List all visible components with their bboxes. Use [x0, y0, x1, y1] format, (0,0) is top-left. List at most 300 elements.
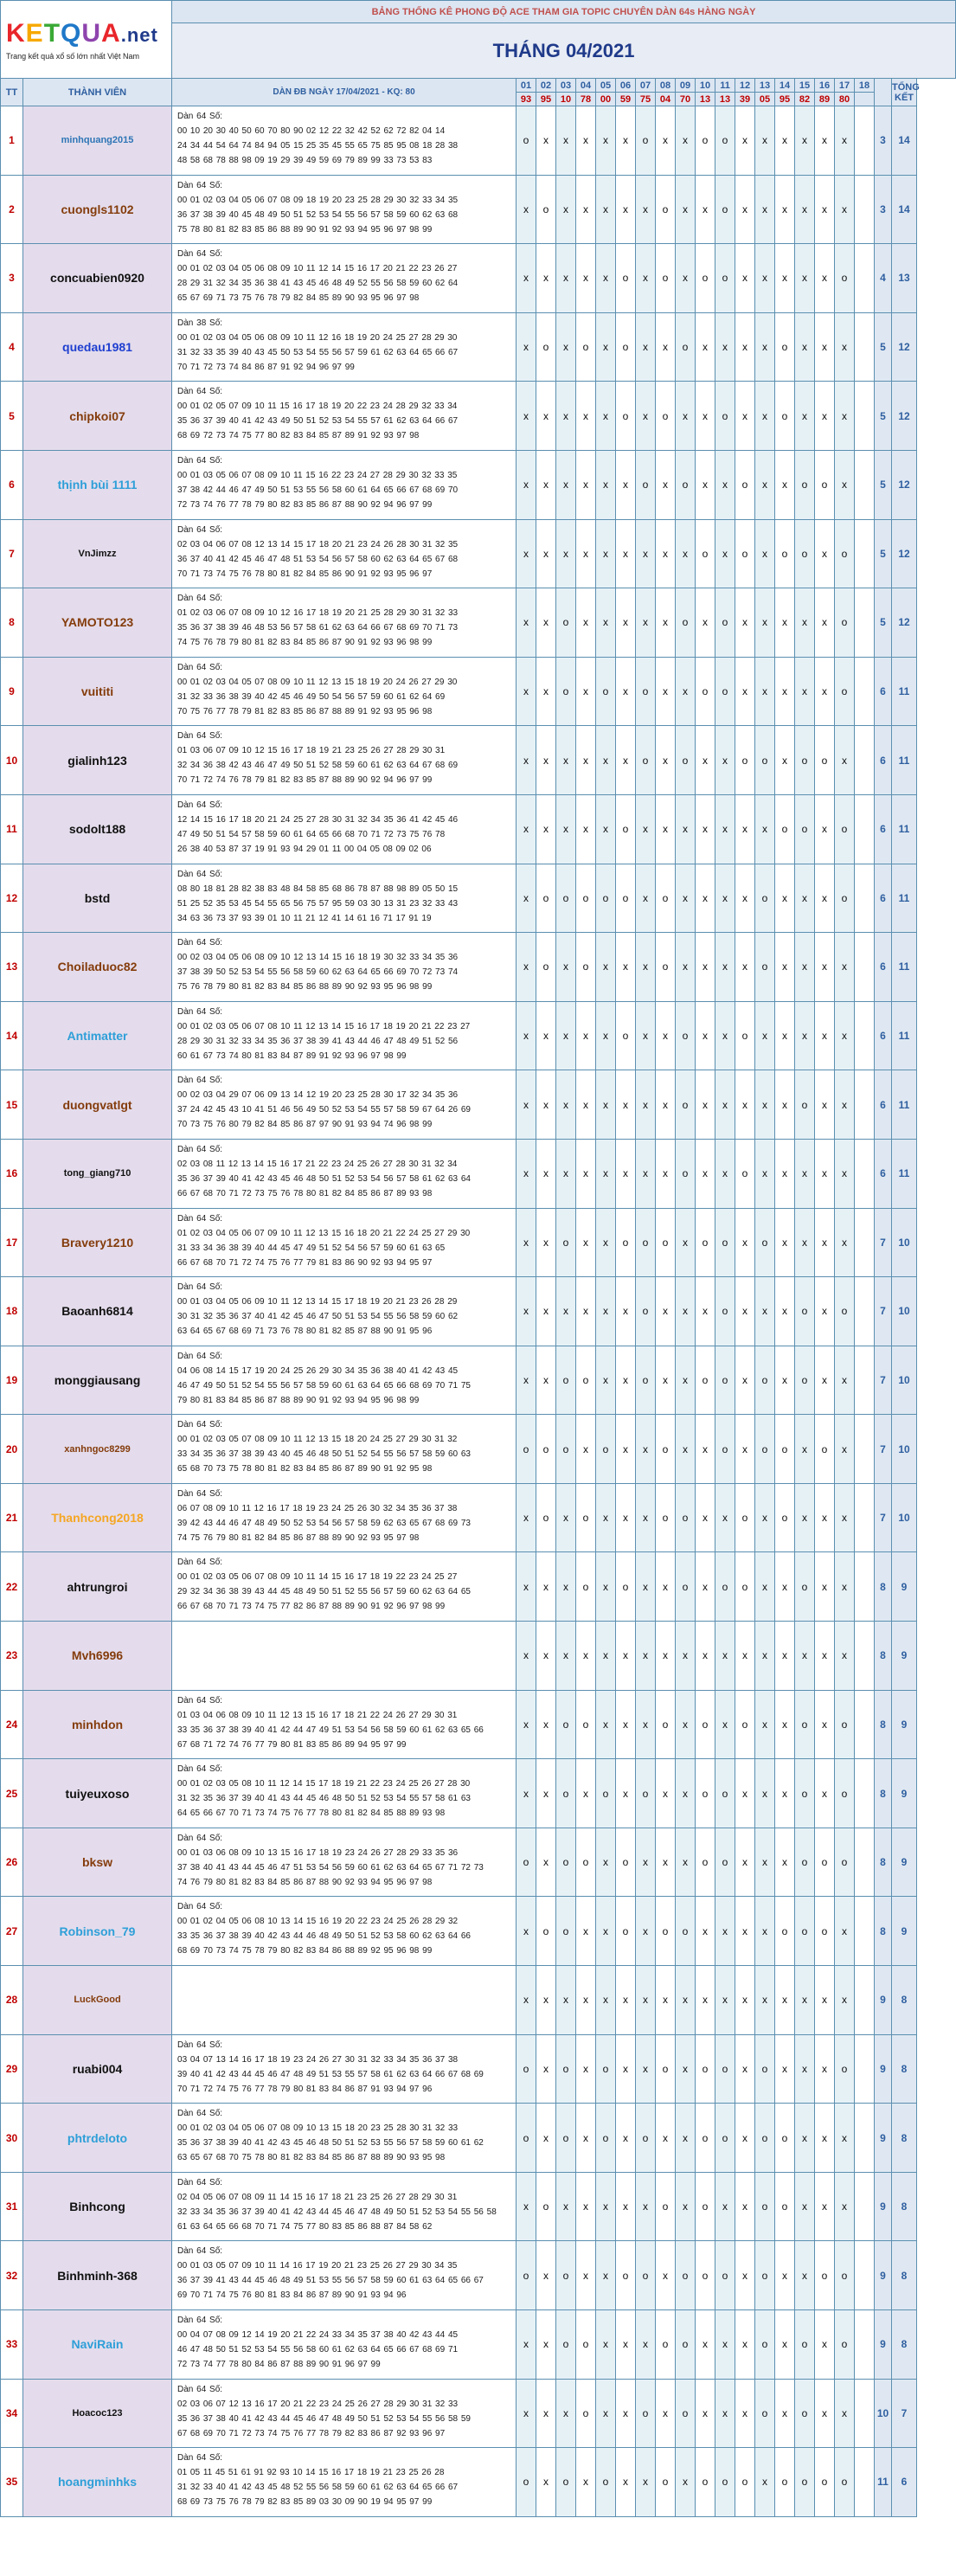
day-mark-06: o	[616, 794, 636, 864]
hit-count: 10	[892, 1415, 917, 1484]
day-mark-10: x	[696, 588, 715, 658]
member-row	[1, 175, 956, 244]
member-name[interactable]: sodolt188	[23, 794, 172, 864]
combo-numbers	[172, 1001, 516, 1070]
combo-numbers	[172, 382, 516, 451]
combo-line: 65 67 69 71 73 75 76 78 79 82 84 85 89 90 93 95 96 97 98	[177, 293, 420, 304]
day-mark-13: x	[755, 519, 775, 588]
day-mark-15: x	[795, 1001, 815, 1070]
day-mark-08: o	[656, 382, 676, 451]
day-mark-07: x	[636, 1552, 656, 1622]
day-mark-17: x	[835, 1346, 855, 1415]
day-mark-08: o	[656, 244, 676, 313]
day-mark-10: o	[696, 106, 715, 176]
combo-line: 70 71 72 74 76 78 79 81 82 83 85 87 88 89 90 92 94 96 97 99	[177, 775, 433, 786]
member-name[interactable]: ruabi004	[23, 2034, 172, 2104]
day-mark-04: o	[576, 1346, 596, 1415]
day-mark-06: x	[616, 450, 636, 519]
hit-count: 14	[892, 175, 917, 244]
day-mark-05: x	[596, 588, 616, 658]
day-mark-12: o	[735, 726, 755, 795]
day-mark-17: x	[835, 2104, 855, 2173]
member-name[interactable]: Robinson_79	[23, 1897, 172, 1966]
day-mark-03: x	[556, 382, 576, 451]
day-mark-07: o	[636, 106, 656, 176]
day-mark-14: x	[775, 1690, 795, 1759]
member-name[interactable]: Choiladuoc82	[23, 933, 172, 1002]
day-mark-08: x	[656, 2104, 676, 2173]
day-result-04: 78	[576, 93, 596, 106]
member-name[interactable]: minhdon	[23, 1690, 172, 1759]
day-mark-18	[855, 1622, 875, 1691]
member-name[interactable]: monggiausang	[23, 1346, 172, 1415]
day-mark-17: x	[835, 1552, 855, 1622]
day-mark-13: o	[755, 2104, 775, 2173]
day-mark-16: o	[815, 450, 835, 519]
day-mark-18	[855, 588, 875, 658]
day-mark-14: o	[775, 2172, 795, 2241]
miss-count: 8	[875, 1690, 892, 1759]
day-mark-07: x	[636, 175, 656, 244]
day-mark-09: x	[676, 106, 696, 176]
day-mark-04: x	[576, 2448, 596, 2517]
day-mark-15: o	[795, 1897, 815, 1966]
day-mark-02: x	[536, 1070, 556, 1140]
day-header-13: 13	[755, 79, 775, 93]
day-mark-15: x	[795, 1415, 815, 1484]
day-mark-08: o	[656, 2448, 676, 2517]
day-mark-05: x	[596, 1277, 616, 1346]
day-mark-08: x	[656, 1759, 676, 1828]
day-mark-09: x	[676, 2172, 696, 2241]
member-name[interactable]: YAMOTO123	[23, 588, 172, 658]
combo-numbers	[172, 1483, 516, 1552]
day-mark-02: o	[536, 933, 556, 1002]
day-mark-01: x	[516, 2310, 536, 2380]
logo-tagline: Trang kết quả xổ số lớn nhất Việt Nam	[6, 51, 139, 61]
day-mark-09: o	[676, 1070, 696, 1140]
day-mark-15: x	[795, 864, 815, 933]
day-mark-05: x	[596, 450, 616, 519]
day-mark-13: o	[755, 2379, 775, 2448]
day-mark-12: x	[735, 2172, 755, 2241]
day-mark-02: x	[536, 106, 556, 176]
col-header-member: THÀNH VIÊN	[23, 79, 172, 106]
day-mark-16: o	[815, 1828, 835, 1897]
combo-line: 33 34 35 36 37 38 39 43 40 45 46 48 50 51 52 54 55 56 57 58 59 60 63	[177, 1449, 471, 1460]
member-name[interactable]: Mvh6996	[23, 1622, 172, 1691]
site-logo[interactable]	[1, 1, 172, 79]
day-mark-02: x	[536, 1346, 556, 1415]
day-mark-13: o	[755, 933, 775, 1002]
member-name[interactable]: chipkoi07	[23, 382, 172, 451]
day-mark-05: o	[596, 2104, 616, 2173]
day-mark-10: x	[696, 312, 715, 382]
day-mark-09: x	[676, 1346, 696, 1415]
combo-line: 70 75 76 77 78 79 81 82 83 85 86 87 88 89 91 92 93 95 96 98	[177, 706, 433, 716]
combo-line: 37 38 40 41 43 44 45 46 47 51 53 54 56 59 60 61 62 63 64 65 67 71 72 73	[177, 1862, 484, 1873]
day-mark-01: x	[516, 519, 536, 588]
day-mark-18	[855, 1139, 875, 1208]
day-mark-14: x	[775, 1759, 795, 1828]
day-mark-06: x	[616, 588, 636, 658]
day-mark-02: x	[536, 726, 556, 795]
day-mark-11: x	[715, 2172, 735, 2241]
day-mark-03: x	[556, 450, 576, 519]
day-mark-14: x	[775, 106, 795, 176]
day-mark-03: x	[556, 244, 576, 313]
day-mark-10: o	[696, 657, 715, 726]
day-mark-15: o	[795, 2379, 815, 2448]
day-mark-01: x	[516, 1897, 536, 1966]
day-mark-07: o	[636, 726, 656, 795]
day-mark-13: x	[755, 1139, 775, 1208]
day-mark-11: x	[715, 794, 735, 864]
day-mark-15: x	[795, 1966, 815, 2035]
member-name[interactable]: hoangminhks	[23, 2448, 172, 2517]
hit-count: 12	[892, 519, 917, 588]
day-mark-14: o	[775, 1483, 795, 1552]
day-mark-11: o	[715, 382, 735, 451]
day-mark-17: x	[835, 1966, 855, 2035]
day-mark-11: o	[715, 244, 735, 313]
day-mark-18	[855, 1208, 875, 1277]
day-mark-08: o	[656, 175, 676, 244]
day-mark-06: o	[616, 1828, 636, 1897]
day-mark-17: o	[835, 1277, 855, 1346]
day-mark-10: o	[696, 2448, 715, 2517]
day-mark-07: x	[636, 1966, 656, 2035]
day-mark-06: o	[616, 1208, 636, 1277]
day-mark-16: x	[815, 1483, 835, 1552]
day-mark-17: o	[835, 244, 855, 313]
day-mark-11: o	[715, 1277, 735, 1346]
member-name[interactable]: quedau1981	[23, 312, 172, 382]
day-result-02: 95	[536, 93, 556, 106]
day-mark-12: x	[735, 864, 755, 933]
member-name[interactable]: vuititi	[23, 657, 172, 726]
hit-count: 11	[892, 1070, 917, 1140]
combo-line: 31 32 33 40 41 42 43 45 48 52 55 56 58 59 60 61 62 63 64 65 66 67	[177, 2483, 459, 2493]
combo-line: 02 03 04 06 07 08 12 13 14 15 17 18 20 21 23 24 26 28 30 31 32 35	[177, 539, 459, 549]
combo-line: 64 65 66 67 70 71 73 74 75 76 77 78 80 81 82 84 85 88 89 93 98	[177, 1808, 446, 1819]
day-mark-11: x	[715, 2310, 735, 2380]
day-mark-07: x	[636, 2448, 656, 2517]
day-mark-06: x	[616, 933, 636, 1002]
combo-line: 36 37 38 39 40 45 48 49 50 51 52 53 54 55 56 57 58 59 60 62 63 68	[177, 209, 459, 220]
day-mark-08: x	[656, 726, 676, 795]
day-mark-16: o	[815, 1415, 835, 1484]
day-mark-15: x	[795, 1622, 815, 1691]
combo-line: 28 29 31 32 34 35 36 38 41 43 45 46 48 49 52 55 56 58 59 60 62 64	[177, 279, 459, 289]
row-number: 26	[1, 1828, 23, 1897]
miss-count: 8	[875, 1552, 892, 1622]
combo-line: 39 40 41 42 43 44 45 46 47 48 49 51 53 55 57 58 61 62 63 64 66 67 68 69	[177, 2069, 484, 2079]
day-mark-05: x	[596, 2310, 616, 2380]
day-mark-17: x	[835, 106, 855, 176]
day-mark-15: x	[795, 657, 815, 726]
row-number: 19	[1, 1346, 23, 1415]
combo-line: 72 73 74 77 78 80 84 86 87 88 89 90 91 96 97 99	[177, 2360, 381, 2369]
day-mark-09: o	[676, 1897, 696, 1966]
day-mark-17: x	[835, 450, 855, 519]
combo-label: Dàn 64 Số:	[177, 1144, 223, 1154]
day-mark-05: x	[596, 2241, 616, 2310]
day-mark-02: x	[536, 588, 556, 658]
member-name[interactable]: bstd	[23, 864, 172, 933]
day-mark-05: x	[596, 382, 616, 451]
day-mark-15: x	[795, 1208, 815, 1277]
miss-count: 9	[875, 2310, 892, 2380]
combo-numbers	[172, 1277, 516, 1346]
combo-line: 68 69 73 75 76 78 79 82 83 85 89 03 30 09 90 19 94 95 97 99	[177, 2497, 433, 2508]
combo-numbers	[172, 794, 516, 864]
combo-line: 00 04 07 08 09 12 14 19 20 21 22 24 33 34 35 37 38 40 42 43 44 45	[177, 2330, 459, 2340]
day-mark-18	[855, 1483, 875, 1552]
combo-numbers	[172, 933, 516, 1002]
row-number: 21	[1, 1483, 23, 1552]
day-mark-01: x	[516, 1622, 536, 1691]
member-name[interactable]: duongvatlgt	[23, 1070, 172, 1140]
miss-count: 6	[875, 864, 892, 933]
member-name[interactable]: Baoanh6814	[23, 1277, 172, 1346]
day-mark-17: o	[835, 2034, 855, 2104]
day-mark-13: o	[755, 1346, 775, 1415]
day-mark-02: x	[536, 1277, 556, 1346]
day-mark-01: x	[516, 1759, 536, 1828]
member-row	[1, 450, 956, 519]
row-number: 7	[1, 519, 23, 588]
day-mark-10: x	[696, 933, 715, 1002]
member-name[interactable]: Binhcong	[23, 2172, 172, 2241]
member-name[interactable]: VnJimzz	[23, 519, 172, 588]
combo-line: 67 68 71 72 74 76 77 79 80 81 83 85 86 89 94 95 97 99	[177, 1739, 407, 1750]
day-result-09: 70	[676, 93, 696, 106]
combo-line: 26 38 40 53 87 37 19 91 93 94 29 01 11 00 04 05 08 09 02 06	[177, 844, 432, 854]
hit-count: 9	[892, 1759, 917, 1828]
day-mark-01: o	[516, 1415, 536, 1484]
combo-line: 51 25 52 35 53 45 54 55 65 56 75 57 95 59 03 30 13 31 23 32 33 43	[177, 898, 459, 909]
combo-line: 00 01 02 03 05 08 10 11 12 14 15 17 18 19 21 22 23 24 25 26 27 28 30	[177, 1779, 471, 1789]
day-mark-17: x	[835, 1622, 855, 1691]
day-mark-13: x	[755, 1897, 775, 1966]
day-mark-02: x	[536, 1001, 556, 1070]
member-name[interactable]: NaviRain	[23, 2310, 172, 2380]
day-mark-13: x	[755, 1759, 775, 1828]
day-mark-01: x	[516, 1966, 536, 2035]
day-mark-07: x	[636, 244, 656, 313]
day-mark-04: x	[576, 1139, 596, 1208]
day-mark-04: x	[576, 1415, 596, 1484]
day-mark-07: x	[636, 1897, 656, 1966]
member-name[interactable]: thịnh bùi 1111	[23, 450, 172, 519]
day-mark-11: x	[715, 1139, 735, 1208]
day-mark-02: x	[536, 2310, 556, 2380]
day-mark-17: x	[835, 2172, 855, 2241]
member-name[interactable]: Hoacoc123	[23, 2379, 172, 2448]
row-number: 33	[1, 2310, 23, 2380]
day-mark-08: x	[656, 1139, 676, 1208]
day-mark-05: o	[596, 657, 616, 726]
day-mark-17: o	[835, 1828, 855, 1897]
day-mark-11: x	[715, 1622, 735, 1691]
member-name[interactable]: Thanhcong2018	[23, 1483, 172, 1552]
day-mark-15: o	[795, 1346, 815, 1415]
member-name[interactable]: tuiyeuxoso	[23, 1759, 172, 1828]
day-mark-02: o	[536, 1483, 556, 1552]
day-header-16: 16	[815, 79, 835, 93]
day-result-17: 80	[835, 93, 855, 106]
day-mark-01: x	[516, 382, 536, 451]
day-mark-12: x	[735, 794, 755, 864]
member-row	[1, 1208, 956, 1277]
member-row	[1, 244, 956, 313]
combo-numbers	[172, 2104, 516, 2173]
combo-line: 66 67 68 70 71 72 74 75 76 77 79 81 83 86 90 92 93 94 95 97	[177, 1257, 433, 1268]
row-number: 30	[1, 2104, 23, 2173]
day-mark-10: x	[696, 2379, 715, 2448]
day-mark-15: x	[795, 312, 815, 382]
day-mark-05: x	[596, 1208, 616, 1277]
combo-line: 01 02 03 06 07 08 09 10 12 16 17 18 19 20 21 25 28 29 30 31 32 33	[177, 608, 459, 619]
combo-line: 06 07 08 09 10 11 12 16 17 18 19 23 24 25 26 30 32 34 35 36 37 38	[177, 1503, 458, 1513]
day-mark-09: x	[676, 2448, 696, 2517]
day-mark-13: x	[755, 2448, 775, 2517]
miss-count: 9	[875, 2241, 892, 2310]
day-mark-06: x	[616, 175, 636, 244]
day-mark-11: o	[715, 2241, 735, 2310]
day-mark-03: x	[556, 1070, 576, 1140]
member-name[interactable]: cuongls1102	[23, 175, 172, 244]
day-mark-07: o	[636, 2379, 656, 2448]
combo-numbers	[172, 519, 516, 588]
combo-line: 35 36 37 39 40 41 42 43 49 50 51 52 53 54 55 57 61 62 63 64 66 67	[177, 416, 459, 427]
row-number: 31	[1, 2172, 23, 2241]
day-mark-01: o	[516, 2241, 536, 2310]
row-number: 25	[1, 1759, 23, 1828]
day-mark-09: x	[676, 1759, 696, 1828]
member-name[interactable]: phtrdeloto	[23, 2104, 172, 2173]
day-mark-03: o	[556, 1690, 576, 1759]
combo-line: 00 01 03 04 05 06 09 10 11 12 13 14 15 17 18 19 20 21 23 26 28 29	[177, 1297, 458, 1307]
day-mark-09: x	[676, 2104, 696, 2173]
member-name[interactable]: Antimatter	[23, 1001, 172, 1070]
day-mark-09: x	[676, 864, 696, 933]
day-mark-02: x	[536, 2448, 556, 2517]
day-mark-08: x	[656, 1622, 676, 1691]
member-name[interactable]: tong_giang710	[23, 1139, 172, 1208]
row-number: 34	[1, 2379, 23, 2448]
day-mark-01: o	[516, 1828, 536, 1897]
day-mark-04: x	[576, 794, 596, 864]
day-mark-17: o	[835, 2310, 855, 2380]
day-mark-12: x	[735, 588, 755, 658]
day-mark-08: x	[656, 2241, 676, 2310]
day-header-08: 08	[656, 79, 676, 93]
member-name[interactable]: xanhngoc8299	[23, 1415, 172, 1484]
combo-line: 69 70 71 74 75 76 80 81 83 84 86 87 89 90 91 93 94 96	[177, 2290, 407, 2301]
day-mark-03: x	[556, 1552, 576, 1622]
combo-numbers	[172, 588, 516, 658]
row-number: 12	[1, 864, 23, 933]
day-mark-14: x	[775, 1622, 795, 1691]
miss-count: 8	[875, 1622, 892, 1691]
row-number: 17	[1, 1208, 23, 1277]
col-header-combo: DÀN ĐB NGÀY 17/04/2021 - KQ: 80	[172, 79, 516, 106]
day-result-07: 75	[636, 93, 656, 106]
day-mark-17: x	[835, 382, 855, 451]
day-mark-07: o	[636, 1208, 656, 1277]
day-mark-12: x	[735, 1277, 755, 1346]
day-mark-11: x	[715, 2379, 735, 2448]
day-mark-10: x	[696, 1966, 715, 2035]
combo-line: 30 31 32 35 36 37 40 41 42 45 46 47 50 51 53 54 55 56 58 59 60 62	[177, 1312, 459, 1322]
hit-count: 11	[892, 864, 917, 933]
day-mark-18	[855, 1552, 875, 1622]
day-mark-10: o	[696, 1828, 715, 1897]
day-result-13: 05	[755, 93, 775, 106]
hit-count: 10	[892, 1483, 917, 1552]
combo-line: 00 01 03 05 07 09 10 11 14 16 17 19 20 21 23 25 26 27 29 30 34 35	[177, 2261, 458, 2271]
member-row	[1, 1277, 956, 1346]
member-row	[1, 2448, 956, 2517]
day-mark-04: x	[576, 588, 596, 658]
day-mark-13: o	[755, 2034, 775, 2104]
member-name[interactable]: gialinh123	[23, 726, 172, 795]
hit-count: 6	[892, 2448, 917, 2517]
member-name[interactable]: Bravery1210	[23, 1208, 172, 1277]
day-mark-18	[855, 1690, 875, 1759]
day-mark-11: o	[715, 2448, 735, 2517]
combo-numbers	[172, 1897, 516, 1966]
combo-line: 00 02 03 04 29 07 06 09 13 14 12 19 20 23 25 28 30 17 32 34 35 36	[177, 1090, 459, 1101]
day-mark-15: o	[795, 519, 815, 588]
member-row	[1, 382, 956, 451]
day-mark-18	[855, 864, 875, 933]
day-mark-13: o	[755, 1415, 775, 1484]
row-number: 13	[1, 933, 23, 1002]
member-name[interactable]: ahtrungroi	[23, 1552, 172, 1622]
day-header-03: 03	[556, 79, 576, 93]
combo-line: 35 36 37 38 39 46 48 53 56 57 58 61 62 63 64 66 67 68 69 70 71 73	[177, 623, 459, 633]
day-mark-16: x	[815, 1070, 835, 1140]
day-mark-09: o	[676, 726, 696, 795]
day-mark-15: o	[795, 450, 815, 519]
day-mark-04: x	[576, 2034, 596, 2104]
day-mark-02: x	[536, 519, 556, 588]
day-mark-08: o	[656, 2034, 676, 2104]
member-name[interactable]: concuabien0920	[23, 244, 172, 313]
day-mark-17: o	[835, 1690, 855, 1759]
day-mark-14: x	[775, 2034, 795, 2104]
member-name[interactable]: Binhminh-368	[23, 2241, 172, 2310]
page-subtitle: BẢNG THỐNG KÊ PHONG ĐỘ ACE THAM GIA TOPIC CHUYÊN DÀN 64s HÀNG NGÀY	[172, 1, 956, 23]
day-mark-16: o	[815, 726, 835, 795]
day-mark-14: x	[775, 2310, 795, 2380]
miss-count: 4	[875, 244, 892, 313]
day-result-06: 59	[616, 93, 636, 106]
member-name[interactable]: minhquang2015	[23, 106, 172, 176]
member-row	[1, 2104, 956, 2173]
day-mark-07: x	[636, 1001, 656, 1070]
combo-line: 67 68 69 70 71 72 73 74 75 76 77 78 79 82 83 86 87 92 93 96 97	[177, 2428, 446, 2438]
member-name[interactable]: bksw	[23, 1828, 172, 1897]
day-mark-13: x	[755, 244, 775, 313]
day-mark-18	[855, 1070, 875, 1140]
combo-label: Dàn 64 Số:	[177, 524, 223, 535]
member-name[interactable]: LuckGood	[23, 1966, 172, 2035]
day-mark-10: x	[696, 450, 715, 519]
